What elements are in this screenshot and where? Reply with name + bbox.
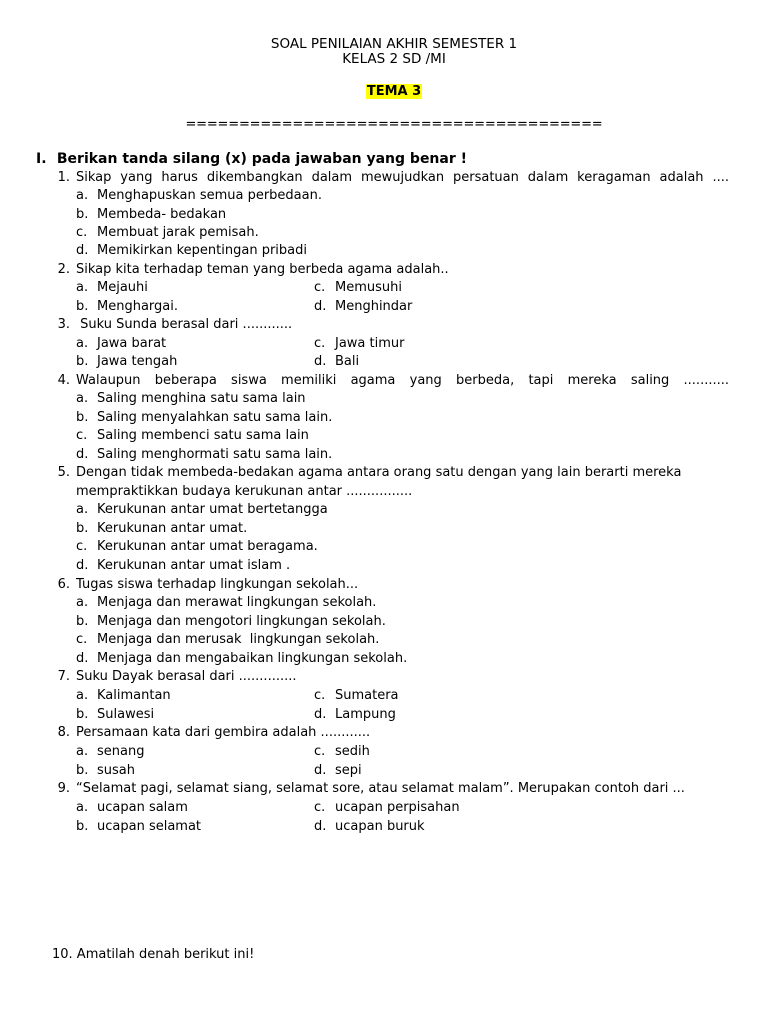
option-text: Membuat jarak pemisah.	[97, 225, 259, 240]
option-4b	[76, 409, 332, 427]
question-4	[0, 372, 768, 390]
option-text: Jawa barat	[97, 336, 167, 351]
option-text: Sumatera	[335, 688, 399, 703]
option-5c	[76, 538, 318, 556]
option-text: ucapan selamat	[97, 819, 202, 834]
option-5b	[76, 520, 247, 538]
option-3d	[314, 353, 359, 371]
option-2c	[314, 279, 402, 297]
option-7a	[76, 687, 171, 705]
option-text: Menjaga dan mengabaikan lingkungan sekolah.	[97, 651, 408, 666]
option-text: Kalimantan	[97, 688, 171, 703]
question-number: 4.	[57, 373, 70, 388]
option-letter: a.	[76, 800, 89, 815]
option-6c	[76, 631, 379, 649]
option-8b	[76, 762, 135, 780]
option-letter: a.	[76, 188, 89, 203]
option-8a	[76, 743, 144, 761]
option-letter: a.	[76, 391, 89, 406]
option-letter: c.	[76, 632, 88, 647]
option-text: Mejauhi	[97, 280, 148, 295]
question-number: 9.	[57, 781, 70, 796]
question-5	[0, 464, 768, 482]
option-letter: b.	[76, 299, 89, 314]
option-letter: c.	[314, 688, 326, 703]
option-text: Sulawesi	[97, 707, 155, 722]
option-letter: d.	[314, 299, 327, 314]
option-text: Lampung	[335, 707, 396, 722]
option-text: Menghargai.	[97, 299, 178, 314]
option-letter: d.	[76, 447, 89, 462]
option-letter: b.	[76, 521, 89, 536]
option-text: Kerukunan antar umat bertetangga	[97, 502, 328, 517]
option-8d	[314, 762, 362, 780]
question-10: 10. Amatilah denah berikut ini!	[52, 947, 255, 962]
question-text: Sikap kita terhadap teman yang berbeda agama adalah..	[76, 262, 449, 277]
question-text: Sikap yang harus dikembangkan dalam mewujudkan persatuan dalam keragaman adalah ....	[76, 170, 729, 185]
option-text: ucapan buruk	[335, 819, 425, 834]
option-3a	[76, 335, 166, 353]
option-letter: a.	[76, 744, 89, 759]
question-1	[0, 169, 768, 187]
option-5d	[76, 557, 290, 575]
option-letter: c.	[76, 539, 88, 554]
option-letter: b.	[76, 763, 89, 778]
question-text: “Selamat pagi, selamat siang, selamat sore, atau selamat malam”. Merupakan contoh dari ...	[76, 781, 685, 796]
option-letter: d.	[314, 819, 327, 834]
theme-label	[0, 84, 768, 99]
option-9a	[76, 799, 188, 817]
option-9b	[76, 818, 201, 836]
option-1d	[76, 242, 307, 260]
option-1b	[76, 206, 226, 224]
option-text: Menjaga dan merawat lingkungan sekolah.	[97, 595, 377, 610]
option-letter: d.	[76, 651, 89, 666]
exam-class: KELAS 2 SD /MI	[342, 51, 446, 67]
option-text: Memusuhi	[335, 280, 402, 295]
option-text: Saling menghina satu sama lain	[97, 391, 306, 406]
option-letter: b.	[76, 410, 89, 425]
option-text: Menghindar	[335, 299, 413, 314]
option-text: Kerukunan antar umat.	[97, 521, 248, 536]
section-instruction	[36, 151, 467, 167]
question-number: 2.	[57, 262, 70, 277]
question-8	[0, 724, 768, 742]
option-text: sepi	[335, 763, 362, 778]
section-number: I.	[36, 151, 47, 167]
option-text: ucapan perpisahan	[335, 800, 460, 815]
question-number: 8.	[57, 725, 70, 740]
option-1a	[76, 187, 322, 205]
option-letter: c.	[314, 336, 326, 351]
theme-highlight: TEMA 3	[366, 84, 422, 99]
option-3b	[76, 353, 177, 371]
option-letter: c.	[76, 225, 88, 240]
option-text: Menjaga dan mengotori lingkungan sekolah.	[97, 614, 386, 629]
option-text: Memikirkan kepentingan pribadi	[97, 243, 307, 258]
option-letter: a.	[76, 280, 89, 295]
question-number: 1.	[57, 170, 70, 185]
option-2d	[314, 298, 412, 316]
option-letter: d.	[76, 243, 89, 258]
option-1c	[76, 224, 259, 242]
option-4c	[76, 427, 309, 445]
option-letter: a.	[76, 502, 89, 517]
option-text: sedih	[335, 744, 370, 759]
question-number: 3.	[57, 317, 70, 332]
option-letter: c.	[314, 800, 326, 815]
option-letter: b.	[76, 819, 89, 834]
option-text: Menjaga dan merusak lingkungan sekolah.	[97, 632, 380, 647]
option-2a	[76, 279, 148, 297]
option-2b	[76, 298, 178, 316]
option-letter: d.	[314, 707, 327, 722]
question-6	[0, 576, 768, 594]
option-letter: c.	[76, 428, 88, 443]
option-3c	[314, 335, 405, 353]
option-letter: b.	[76, 354, 89, 369]
option-text: Membeda- bedakan	[97, 207, 227, 222]
exam-title: SOAL PENILAIAN AKHIR SEMESTER 1	[270, 36, 518, 52]
option-text: Kerukunan antar umat islam .	[97, 558, 291, 573]
option-9d	[314, 818, 425, 836]
option-letter: b.	[76, 614, 89, 629]
option-text: susah	[97, 763, 135, 778]
option-letter: c.	[314, 744, 326, 759]
option-7b	[76, 706, 154, 724]
option-letter: d.	[314, 763, 327, 778]
option-4d	[76, 446, 332, 464]
option-text: Jawa timur	[335, 336, 405, 351]
option-letter: b.	[76, 207, 89, 222]
option-6a	[76, 594, 376, 612]
option-text: Saling menyalahkan satu sama lain.	[97, 410, 333, 425]
option-text: Saling membenci satu sama lain	[97, 428, 309, 443]
option-9c	[314, 799, 460, 817]
option-text: Saling menghormati satu sama lain.	[97, 447, 333, 462]
option-7c	[314, 687, 399, 705]
section-instruction-text: Berikan tanda silang (x) pada jawaban yang benar !	[56, 151, 468, 167]
question-2	[0, 261, 768, 279]
option-4a	[76, 390, 306, 408]
separator-line: =======================================	[185, 117, 603, 132]
option-6d	[76, 650, 407, 668]
question-5-continuation: mempraktikkan budaya kerukunan antar ................	[76, 484, 413, 499]
question-number: 6.	[57, 577, 70, 592]
question-text: Suku Dayak berasal dari ..............	[76, 669, 297, 684]
question-7	[0, 668, 768, 686]
option-letter: c.	[314, 280, 326, 295]
option-letter: d.	[76, 558, 89, 573]
option-5a	[76, 501, 328, 519]
option-text: Kerukunan antar umat beragama.	[97, 539, 318, 554]
question-text: Dengan tidak membeda-bedakan agama antara orang satu dengan yang lain berarti mereka	[76, 465, 682, 480]
question-text: Persamaan kata dari gembira adalah ............	[76, 725, 371, 740]
question-number: 7.	[57, 669, 70, 684]
option-letter: b.	[76, 707, 89, 722]
question-text: Tugas siswa terhadap lingkungan sekolah...	[76, 577, 359, 592]
question-text: Suku Sunda berasal dari ............	[76, 317, 293, 332]
option-text: Jawa tengah	[97, 354, 178, 369]
question-9	[0, 780, 768, 798]
option-text: Bali	[335, 354, 360, 369]
question-number: 5.	[57, 465, 70, 480]
option-letter: a.	[76, 336, 89, 351]
option-letter: a.	[76, 595, 89, 610]
option-text: ucapan salam	[97, 800, 188, 815]
option-text: senang	[97, 744, 145, 759]
option-7d	[314, 706, 396, 724]
question-text: Walaupun beberapa siswa memiliki agama yang berbeda, tapi mereka saling ...........	[76, 373, 729, 388]
option-letter: a.	[76, 688, 89, 703]
option-text: Menghapuskan semua perbedaan.	[97, 188, 322, 203]
question-3	[0, 316, 768, 334]
option-8c	[314, 743, 370, 761]
option-6b	[76, 613, 386, 631]
option-letter: d.	[314, 354, 327, 369]
